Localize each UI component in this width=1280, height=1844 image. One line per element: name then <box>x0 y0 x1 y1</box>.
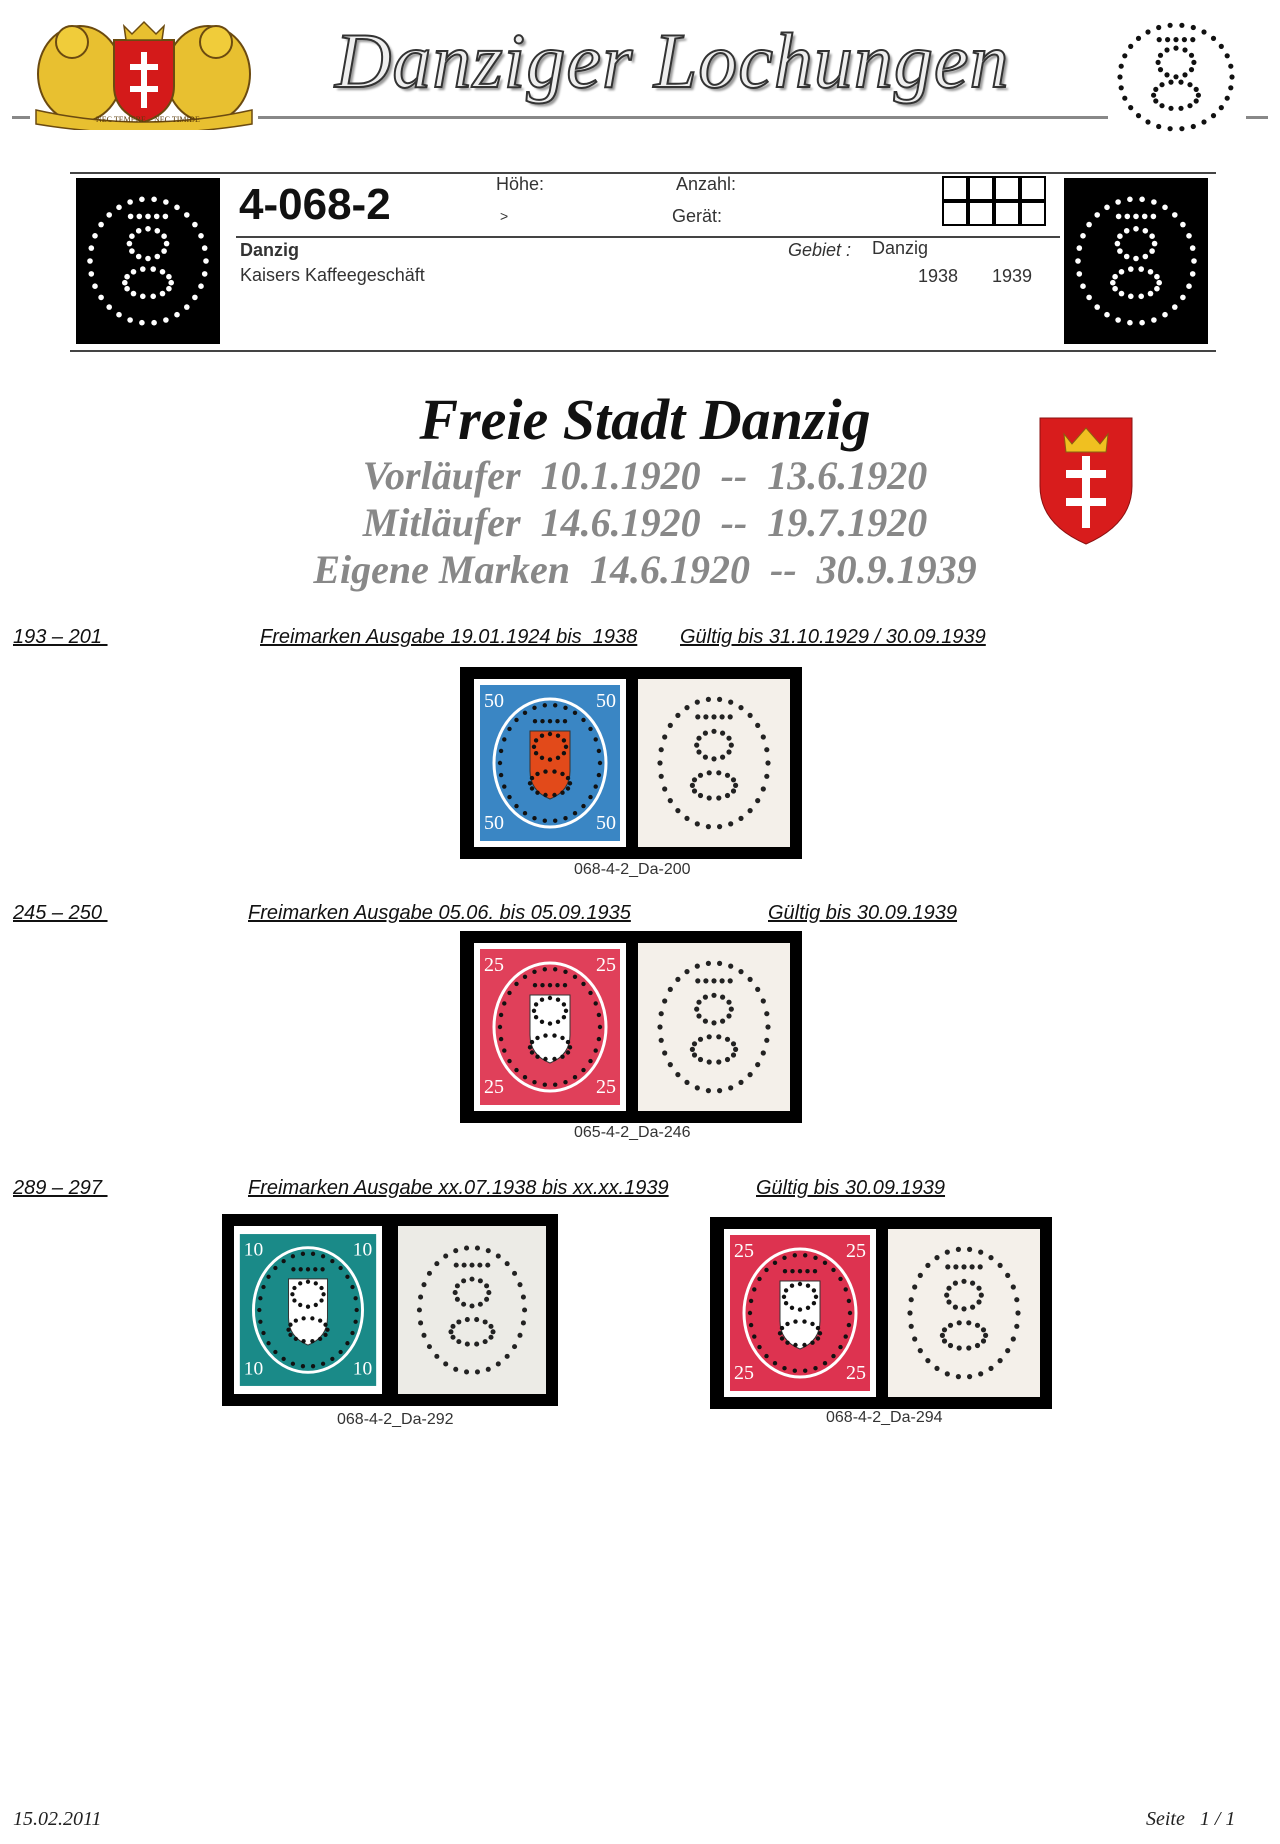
page-header-title: Danziger Lochungen <box>335 17 1010 104</box>
gebiet-value: Danzig <box>872 238 929 258</box>
stamp-value-label: 50 <box>596 690 616 712</box>
stamp-pair-da-294 <box>710 1217 1052 1409</box>
section-2-range: 245 – 250 <box>13 902 108 924</box>
stamp-value-label: 10 <box>243 1239 264 1261</box>
title-line-mitlaeufer: Mitläufer 14.6.1920 -- 19.7.1920 <box>362 500 928 545</box>
perforation-pattern-icon <box>1108 14 1244 140</box>
section-3-range: 289 – 297 <box>13 1177 108 1199</box>
stamp-pair-da-246 <box>460 931 802 1123</box>
stamp-value-label: 25 <box>734 1362 754 1384</box>
caption-da-200: 068-4-2_Da-200 <box>574 861 691 878</box>
stamp-value-label: 50 <box>484 812 504 834</box>
stamp-value-label: 25 <box>596 954 616 976</box>
caption-da-246: 065-4-2_Da-246 <box>574 1124 691 1141</box>
footer-page-number: Seite 1 / 1 <box>1146 1808 1236 1830</box>
section-2-valid: Gültig bis 30.09.1939 <box>768 902 958 924</box>
stamp-front <box>724 1229 876 1397</box>
info-box-bottom-rule <box>70 350 1216 352</box>
caption-da-292: 068-4-2_Da-292 <box>337 1411 454 1428</box>
stamp-value-label: 25 <box>596 1076 616 1098</box>
stamp-value-label: 10 <box>243 1358 264 1380</box>
stamp-value-label: 25 <box>484 1076 504 1098</box>
footer-date: 15.02.2011 <box>13 1808 102 1830</box>
stamp-value-label: 50 <box>484 690 504 712</box>
motto-right: NEC TIMIDE <box>154 115 200 124</box>
gebiet-label: Gebiet : <box>788 240 852 260</box>
header-rule-left <box>12 116 30 119</box>
stamp-value-label: 25 <box>846 1362 866 1384</box>
stamp-back <box>638 943 790 1111</box>
stamp-front <box>474 679 626 847</box>
danzig-shield-icon <box>1036 416 1136 546</box>
stamp-value-label: 10 <box>352 1239 373 1261</box>
perforation-stamp-right <box>1064 178 1208 344</box>
perforation-stamp-left <box>76 178 220 344</box>
stamp-value-label: 10 <box>352 1358 373 1380</box>
stamp-front <box>474 943 626 1111</box>
header-rule <box>258 116 1108 119</box>
section-3-valid: Gültig bis 30.09.1939 <box>756 1177 946 1199</box>
stamp-back <box>398 1226 546 1394</box>
count-grid <box>942 176 1052 232</box>
info-box-middle-rule <box>236 236 1060 238</box>
title-line-eigene-marken: Eigene Marken 14.6.1920 -- 30.9.1939 <box>313 547 977 592</box>
geraet-label: Gerät: <box>672 206 723 226</box>
hoehe-label: Höhe: <box>496 174 545 194</box>
section-3-issue: Freimarken Ausgabe xx.07.1938 bis xx.xx.1939 <box>248 1177 669 1199</box>
main-title: Freie Stadt Danzig <box>419 387 871 452</box>
motto-left: NEC TEMERE <box>96 115 146 124</box>
stamp-front <box>234 1226 382 1394</box>
stamp-value-label: 50 <box>596 812 616 834</box>
stamp-back <box>888 1229 1040 1397</box>
section-1-range: 193 – 201 <box>13 626 108 648</box>
anzahl-label: Anzahl: <box>676 174 737 194</box>
section-1-valid: Gültig bis 31.10.1929 / 30.09.1939 <box>680 626 986 648</box>
company-name: Kaisers Kaffeegeschäft <box>240 265 425 285</box>
hoehe-value: > <box>500 208 509 224</box>
section-2-issue: Freimarken Ausgabe 05.06. bis 05.09.1935 <box>248 902 631 924</box>
caption-da-294: 068-4-2_Da-294 <box>826 1409 943 1426</box>
stamp-back <box>638 679 790 847</box>
section-1-issue: Freimarken Ausgabe 19.01.1924 bis 1938 <box>260 626 638 648</box>
header-rule-right <box>1246 116 1268 119</box>
year-from: 1938 <box>918 266 959 286</box>
stamp-value-label: 25 <box>734 1240 754 1262</box>
perfin-code: 4-068-2 <box>239 180 391 229</box>
info-box-top-rule <box>70 172 1216 174</box>
city-name: Danzig <box>240 240 300 260</box>
year-to: 1939 <box>992 266 1033 286</box>
stamp-value-label: 25 <box>846 1240 866 1262</box>
stamp-value-label: 25 <box>484 954 504 976</box>
stamp-pair-da-292 <box>222 1214 558 1406</box>
stamp-pair-da-200 <box>460 667 802 859</box>
coat-of-arms-left <box>30 12 258 130</box>
title-line-vorlaeufer: Vorläufer 10.1.1920 -- 13.6.1920 <box>362 453 928 498</box>
